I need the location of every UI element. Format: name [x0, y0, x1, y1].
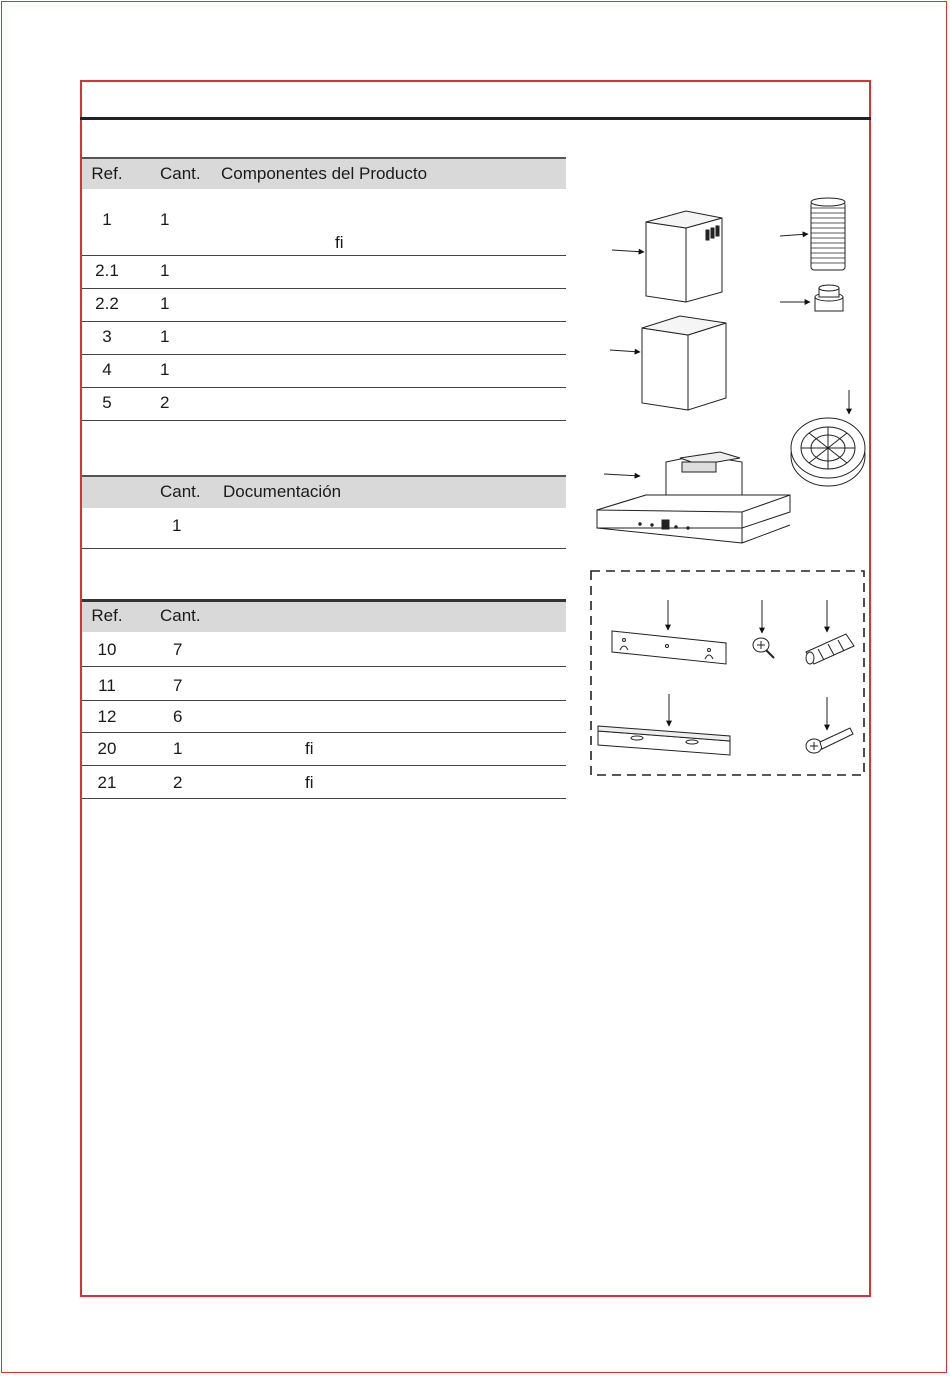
table-row	[82, 256, 566, 289]
fittings-table	[82, 599, 566, 799]
table-row	[82, 508, 566, 549]
row-qty: 1	[160, 294, 170, 313]
documentation-table-header	[82, 475, 566, 508]
wall-bracket-icon	[612, 631, 726, 664]
table-row	[82, 322, 566, 355]
upper-chimney-icon	[646, 211, 722, 302]
components-table-header	[82, 157, 566, 189]
flexible-duct-icon	[811, 198, 845, 270]
table-row	[82, 388, 566, 421]
header-desc: Documentación	[223, 482, 342, 501]
row-qty: 6	[173, 707, 183, 726]
carbon-filter-icon	[791, 418, 865, 486]
table-row	[82, 766, 566, 799]
row-qty: 2	[173, 773, 183, 792]
table-row	[82, 355, 566, 388]
long-screw-icon	[806, 728, 853, 753]
table-row	[82, 701, 566, 733]
screw-icon	[753, 638, 774, 658]
row-qty: 2	[160, 393, 170, 412]
header-qty: Cant.	[160, 164, 201, 183]
table-row	[82, 289, 566, 322]
row-ref: 21	[97, 773, 117, 792]
documentation-table	[82, 475, 566, 549]
table-row	[82, 667, 566, 701]
row-ref: 3	[102, 327, 112, 346]
row-desc: fi	[305, 773, 314, 792]
table-row	[82, 632, 566, 667]
row-qty: 1	[173, 739, 183, 758]
header-ref: Ref.	[91, 164, 123, 183]
row-desc: fi	[335, 233, 344, 252]
row-qty: 1	[160, 360, 170, 379]
header-ref: Ref.	[91, 606, 123, 625]
row-qty: 7	[173, 676, 183, 695]
mounting-rail-icon	[598, 726, 730, 755]
row-qty: 1	[160, 327, 170, 346]
row-ref: 4	[102, 360, 112, 379]
row-qty: 1	[160, 210, 170, 229]
header-qty: Cant.	[160, 482, 201, 501]
row-ref: 2.1	[95, 261, 119, 280]
components-table	[82, 157, 566, 421]
table-row	[82, 189, 566, 256]
header-qty: Cant.	[160, 606, 201, 625]
header-rule	[80, 117, 871, 120]
fittings-table-header	[82, 599, 566, 632]
lower-chimney-icon	[642, 316, 726, 410]
parts-illustration	[580, 180, 870, 790]
row-ref: 11	[98, 676, 116, 695]
wall-plug-icon	[806, 634, 854, 664]
table-row	[82, 733, 566, 766]
row-ref: 1	[102, 210, 112, 229]
row-qty: 1	[160, 261, 170, 280]
row-ref: 5	[102, 393, 112, 412]
row-qty: 7	[173, 640, 183, 659]
row-ref: 2.2	[95, 294, 119, 313]
row-ref: 20	[97, 739, 117, 758]
hood-body-icon	[597, 452, 790, 543]
duct-adapter-icon	[815, 285, 843, 311]
row-ref: 12	[97, 707, 117, 726]
row-desc: fi	[305, 739, 314, 758]
row-ref: 10	[97, 640, 117, 659]
header-desc: Componentes del Producto	[221, 164, 428, 183]
row-qty: 1	[172, 516, 182, 535]
